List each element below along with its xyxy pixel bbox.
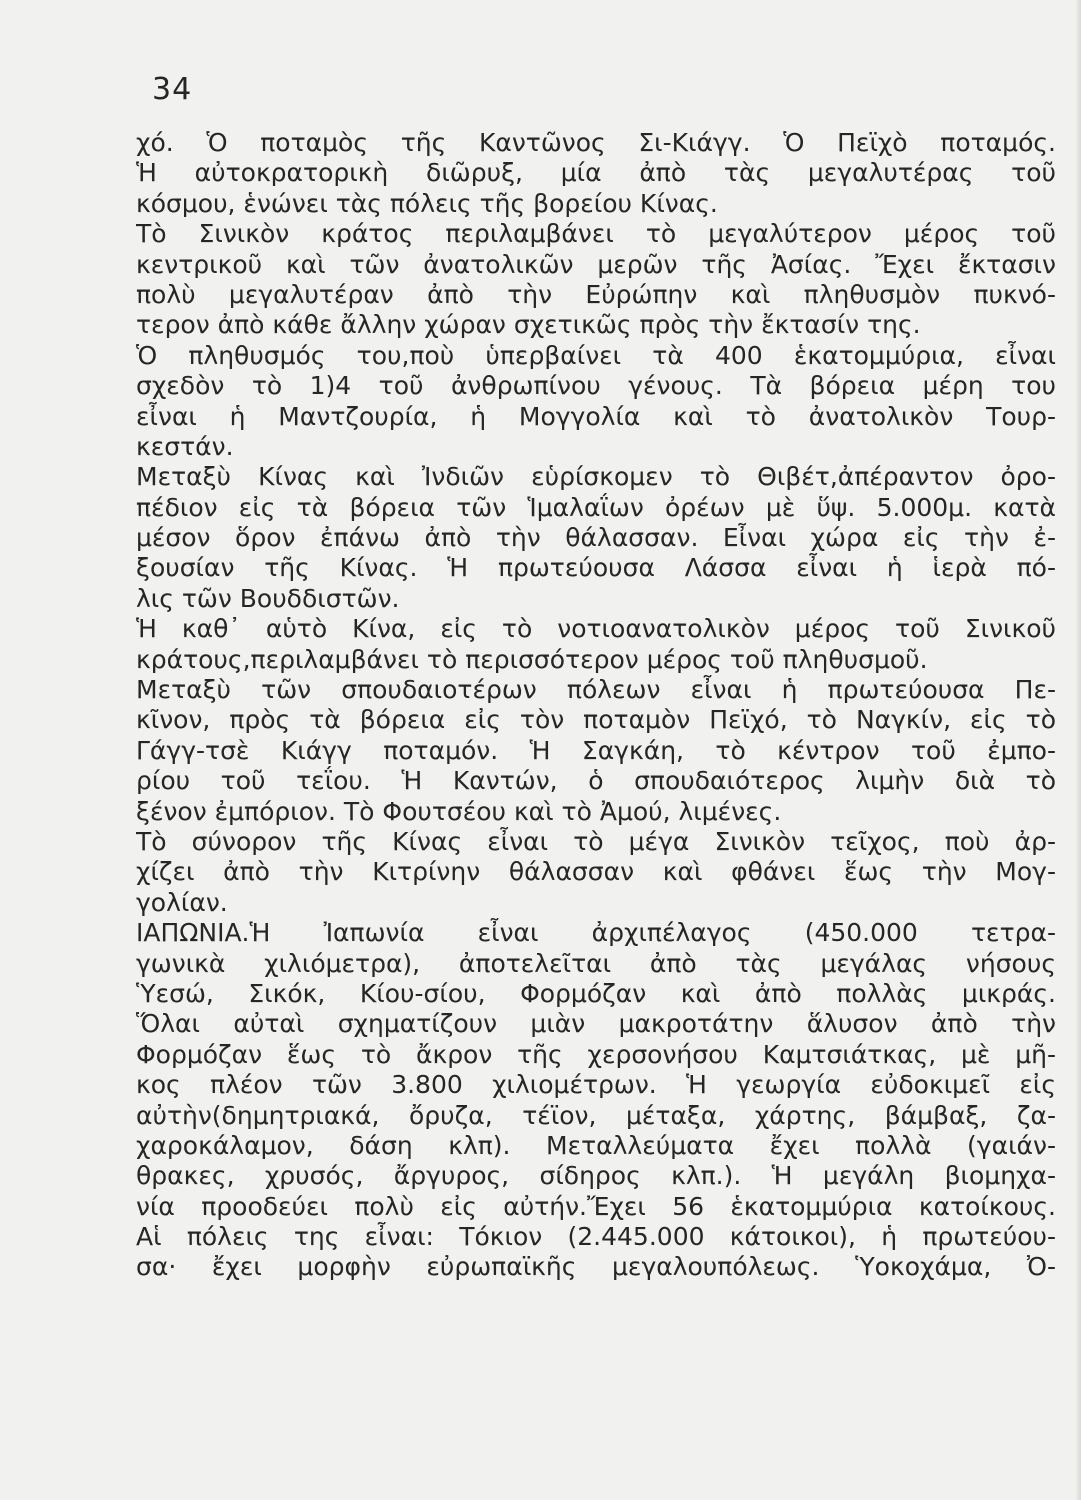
- text-line: Γάγγ-τσὲ Κιάγγ ποταμόν. Ἡ Σαγκάη, τὸ κέντρον τοῦ ἐμπο-: [136, 735, 1056, 765]
- text-line: θρακες, χρυσός, ἄργυρος, σίδηρος κλπ.). Ἡ μεγάλη βιομηχα-: [136, 1161, 1056, 1191]
- text-line: Μεταξὺ Κίνας καὶ Ἰνδιῶν εὑρίσκομεν τὸ Θιβέτ,ἀπέραντον ὀρο-: [136, 462, 1056, 492]
- text-line: Τὸ σύνορον τῆς Κίνας εἶναι τὸ μέγα Σινικὸν τεῖχος, ποὺ ἀρ-: [136, 826, 1056, 856]
- text-line: ξένον ἐμπόριον. Τὸ Φουτσέου καὶ τὸ Ἀμού, λιμένες.: [136, 796, 782, 826]
- text-line: κος πλέον τῶν 3.800 χιλιομέτρων. Ἡ γεωργία εὐδοκιμεῖ εἰς: [136, 1070, 1056, 1100]
- text-line: λις τῶν Βουδδιστῶν.: [136, 583, 400, 613]
- text-line: Ὑεσώ, Σικόκ, Κίου-σίου, Φορμόζαν καὶ ἀπὸ πολλὰς μικράς.: [136, 978, 1056, 1008]
- page-body: [136, 128, 1056, 1283]
- text-line: Ὅλαι αὐταὶ σχηματίζουν μιὰν μακροτάτην ἅλυσον ἀπὸ τὴν: [136, 1009, 1056, 1039]
- text-line: γωνικὰ χιλιόμετρα), ἀποτελεῖται ἀπὸ τὰς μεγάλας νήσους: [136, 948, 1056, 978]
- text-line: κῖνον, πρὸς τὰ βόρεια εἰς τὸν ποταμὸν Πεϊχό, τὸ Ναγκίν, εἰς τὸ: [136, 705, 1056, 735]
- text-line: Ἡ καθ᾽ αὑτὸ Κίνα, εἰς τὸ νοτιοανατολικὸν μέρος τοῦ Σινικοῦ: [136, 614, 1056, 644]
- text-line: χαροκάλαμον, δάση κλπ). Μεταλλεύματα ἔχει πολλὰ (γαιάν-: [136, 1130, 1056, 1160]
- text-line: αὐτὴν(δημητριακά, ὄρυζα, τέϊον, μέταξα, χάρτης, βάμβαξ, ζα-: [136, 1100, 1056, 1130]
- page-number: 34: [152, 72, 193, 107]
- text-line: κεντρικοῦ καὶ τῶν ἀνατολικῶν μερῶν τῆς Ἀσίας. Ἔχει ἔκτασιν: [136, 249, 1056, 279]
- text-line: γολίαν.: [136, 887, 228, 917]
- text-line: Ὁ πληθυσμός του,ποὺ ὑπερβαίνει τὰ 400 ἑκατομμύρια, εἶναι: [136, 340, 1056, 370]
- text-line: Μεταξὺ τῶν σπουδαιοτέρων πόλεων εἶναι ἡ πρωτεύουσα Πε-: [136, 675, 1056, 705]
- text-line: Τὸ Σινικὸν κράτος περιλαμβάνει τὸ μεγαλύτερον μέρος τοῦ: [136, 219, 1056, 249]
- text-line: σα· ἔχει μορφὴν εὐρωπαϊκῆς μεγαλουπόλεως. Ὑοκοχάμα, Ὀ-: [136, 1252, 1056, 1282]
- text-line: εἶναι ἡ Μαντζουρία, ἡ Μογγολία καὶ τὸ ἀνατολικὸν Τουρ-: [136, 401, 1056, 431]
- text-line: μέσον ὅρον ἐπάνω ἀπὸ τὴν θάλασσαν. Εἶναι χώρα εἰς τὴν ἐ-: [136, 523, 1056, 553]
- text-line: ξουσίαν τῆς Κίνας. Ἡ πρωτεύουσα Λάσσα εἶναι ἡ ἱερὰ πό-: [136, 553, 1056, 583]
- text-line: κράτους,περιλαμβάνει τὸ περισσότερον μέρος τοῦ πληθυσμοῦ.: [136, 644, 928, 674]
- text-line: ρίου τοῦ τεΐου. Ἡ Καντών, ὁ σπουδαιότερος λιμὴν διὰ τὸ: [136, 766, 1056, 796]
- text-line: χό. Ὁ ποταμὸς τῆς Καντῶνος Σι-Κιάγγ. Ὁ Πεϊχὸ ποταμός.: [136, 128, 1056, 157]
- text-line: σχεδὸν τὸ 1)4 τοῦ ἀνθρωπίνου γένους. Τὰ βόρεια μέρη του: [136, 371, 1056, 401]
- text-line: πολὺ μεγαλυτέραν ἀπὸ τὴν Εὐρώπην καὶ πληθυσμὸν πυκνό-: [136, 279, 1056, 309]
- text-line: κεστάν.: [136, 431, 234, 461]
- text-line: τερον ἀπὸ κάθε ἄλλην χώραν σχετικῶς πρὸς τὴν ἔκτασίν της.: [136, 310, 921, 340]
- text-line: Ἡ αὐτοκρατορικὴ διῶρυξ, μία ἀπὸ τὰς μεγαλυτέρας τοῦ: [136, 158, 1056, 188]
- text-line: πέδιον εἰς τὰ βόρεια τῶν Ἱμαλαΐων ὀρέων μὲ ὕψ. 5.000μ. κατὰ: [136, 492, 1056, 522]
- text-line: νία προοδεύει πολὺ εἰς αὐτήν.Ἔχει 56 ἑκατομμύρια κατοίκους.: [136, 1191, 1056, 1221]
- text-line: χίζει ἀπὸ τὴν Κιτρίνην θάλασσαν καὶ φθάνει ἕως τὴν Μογ-: [136, 857, 1056, 887]
- text-line: ΙΑΠΩΝΙΑ.Ἡ Ἰαπωνία εἶναι ἀρχιπέλαγος (450.000 τετρα-: [136, 918, 1056, 948]
- text-line: Φορμόζαν ἕως τὸ ἄκρον τῆς χερσονήσου Καμτσιάτκας, μὲ μῆ-: [136, 1039, 1056, 1069]
- text-line: Αἱ πόλεις της εἶναι: Τόκιον (2.445.000 κάτοικοι), ἡ πρωτεύου-: [136, 1222, 1056, 1252]
- text-line: κόσμου, ἑνώνει τὰς πόλεις τῆς βορείου Κίνας.: [136, 188, 718, 218]
- scan-edge: [1075, 0, 1081, 1500]
